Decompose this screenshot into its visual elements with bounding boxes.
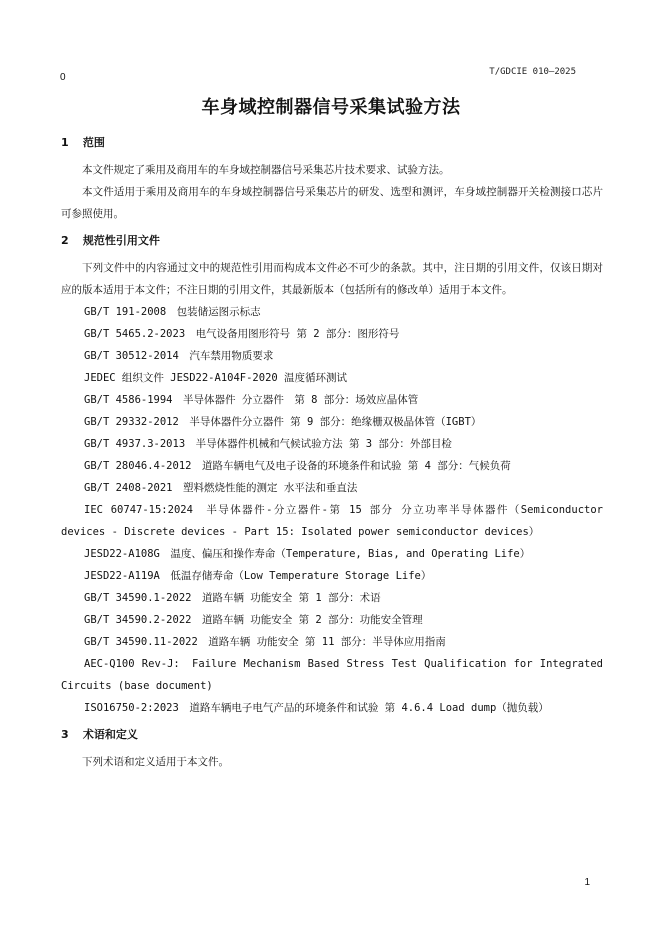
paragraph: 本文件适用于乘用及商用车的车身域控制器信号采集芯片的研发、选型和测评，车身域控制器开关检测接口芯片可参照使用。 bbox=[61, 186, 603, 220]
reference-item: GB/T 5465.2-2023 电气设备用图形符号 第 2 部分：图形符号 bbox=[84, 328, 400, 340]
reference-item: ISO16750-2:2023 道路车辆电子电气产品的环境条件和试验 第 4.6.4 Load dump（抛负载） bbox=[84, 702, 549, 714]
reference-item: JESD22-A108G 温度、偏压和操作寿命（Temperature, Bias, and Operating Life） bbox=[84, 548, 531, 560]
section-title: 范围 bbox=[82, 136, 105, 149]
section-heading-1 bbox=[61, 133, 603, 153]
margin-mark: 0 bbox=[60, 72, 66, 83]
reference-item: GB/T 34590.2-2022 道路车辆 功能安全 第 2 部分：功能安全管理 bbox=[84, 614, 423, 626]
reference-item: GB/T 28046.4-2012 道路车辆电气及电子设备的环境条件和试验 第 4 部分：气候负荷 bbox=[84, 460, 511, 472]
section-heading-3 bbox=[61, 725, 603, 745]
reference-item: IEC 60747-15:2024 半导体器件-分立器件-第 15 部分 分立功率半导体器件（Semiconductor devices - Discrete devices - Part 15: Isolated power semiconductor devices） bbox=[61, 504, 603, 538]
section-title: 术语和定义 bbox=[82, 728, 138, 741]
section-number: 2 bbox=[61, 234, 69, 247]
reference-item: GB/T 2408-2021 塑料燃烧性能的测定 水平法和垂直法 bbox=[84, 482, 358, 494]
page-number: 1 bbox=[584, 877, 590, 888]
reference-item: GB/T 30512-2014 汽车禁用物质要求 bbox=[84, 350, 274, 362]
reference-item: GB/T 34590.11-2022 道路车辆 功能安全 第 11 部分：半导体应用指南 bbox=[84, 636, 446, 648]
reference-item: AEC-Q100 Rev-J: Failure Mechanism Based Stress Test Qualification for Integrated Circuits (base document) bbox=[61, 658, 603, 692]
document-body bbox=[61, 133, 603, 773]
reference-item: GB/T 29332-2012 半导体器件分立器件 第 9 部分：绝缘栅双极晶体管（IGBT） bbox=[84, 416, 482, 428]
document-title: 车身域控制器信号采集试验方法 bbox=[201, 97, 461, 118]
section-number: 1 bbox=[61, 136, 69, 149]
section-number: 3 bbox=[61, 728, 69, 741]
section-heading-2 bbox=[61, 231, 603, 251]
reference-item: GB/T 4937.3-2013 半导体器件机械和气候试验方法 第 3 部分：外部目检 bbox=[84, 438, 452, 450]
section-title: 规范性引用文件 bbox=[82, 234, 160, 247]
paragraph: 下列术语和定义适用于本文件。 bbox=[82, 756, 229, 768]
reference-item: GB/T 34590.1-2022 道路车辆 功能安全 第 1 部分：术语 bbox=[84, 592, 381, 604]
reference-item: GB/T 191-2008 包装储运图示标志 bbox=[84, 306, 261, 318]
reference-item: JESD22-A119A 低温存储寿命（Low Temperature Storage Life） bbox=[84, 570, 432, 582]
reference-item: GB/T 4586-1994 半导体器件 分立器件 第 8 部分：场效应晶体管 bbox=[84, 394, 419, 406]
document-code: T/GDCIE 010—2025 bbox=[489, 67, 576, 77]
reference-item: JEDEC 组织文件 JESD22-A104F-2020 温度循环测试 bbox=[84, 372, 348, 384]
paragraph: 本文件规定了乘用及商用车的车身域控制器信号采集芯片技术要求、试验方法。 bbox=[82, 164, 450, 176]
paragraph: 下列文件中的内容通过文中的规范性引用而构成本文件必不可少的条款。其中，注日期的引用文件，仅该日期对应的版本适用于本文件；不注日期的引用文件，其最新版本（包括所有的修改单）适用于本文件。 bbox=[61, 262, 603, 296]
